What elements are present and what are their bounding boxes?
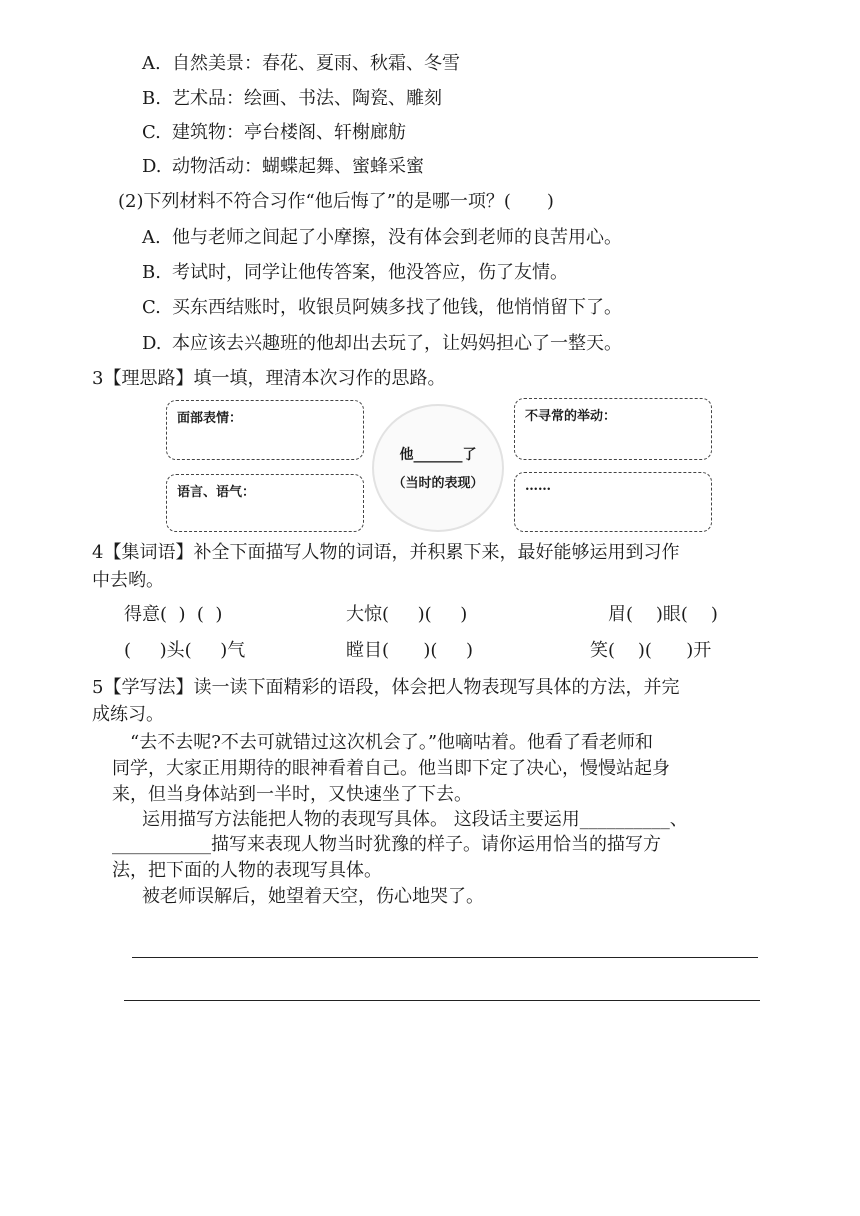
q2-stem: (2)下列材料不符合习作“他后悔了”的是哪一项？( ) [118,191,554,212]
q1-option-a [142,53,460,75]
passage-line: “去不去呢?不去可就错过这次机会了。”他嘀咕着。他看了看老师和 [130,732,654,753]
option-letter: C. [142,122,161,143]
q2-option-c [142,297,622,319]
center-subtext: （当时的表现） [392,476,484,491]
option-text: 考试时，同学让他传答案，他没答应，伤了友情。 [172,262,568,283]
q3-title: 3【理思路】填一填，理清本次习作的思路。 [92,368,446,389]
center-text: 他_______了 [399,447,477,463]
unusual-action-box [514,398,712,460]
answer-line[interactable] [132,957,758,958]
option-letter: B. [142,88,161,109]
box-label: 面部表情： [177,411,243,426]
option-text: 他与老师之间起了小摩擦，没有体会到老师的良苦用心。 [172,227,622,248]
q4-title-line1: 4【集词语】补全下面描写人物的词语，并积累下来，最好能够运用到习作 [92,542,680,563]
option-letter: A. [142,227,161,248]
option-letter: B. [142,262,161,283]
option-letter: D. [142,156,162,177]
face-expression-box [166,400,364,460]
answer-line[interactable] [124,1000,760,1001]
box-label: 语言、语气： [177,485,256,500]
option-letter: A. [142,53,161,74]
word-blank: 笑( )( )开 [590,640,712,661]
q1-option-d [142,156,424,178]
option-text: 建筑物：亭台楼阁、轩榭廊舫 [172,122,406,143]
box-label: 不寻常的举动： [525,409,617,424]
q5-title-line2: 成练习。 [92,704,164,725]
box-label: …… [525,479,551,494]
speech-tone-box [166,474,364,532]
word-blank: 大惊( )( ) [346,604,468,625]
option-text: 买东西结账时，收银员阿姨多找了他钱，他悄悄留下了。 [172,297,622,318]
q2-option-d [142,333,622,355]
exercise-line: 法，把下面的人物的表现写具体。 [112,860,382,881]
q1-option-c [142,122,406,144]
q5-title-line1: 5【学写法】读一读下面精彩的语段，体会把人物表现写具体的方法，并完 [92,677,680,698]
writing-prompt: 被老师误解后，她望着天空，伤心地哭了。 [142,886,484,907]
word-blank: 得意( ) ( ) [124,604,223,625]
exercise-line: ___________描写来表现人物当时犹豫的样子。请你运用恰当的描写方 [112,834,661,855]
word-blank: 眉( )眼( ) [608,604,718,625]
more-box [514,472,712,532]
option-text: 本应该去兴趣班的他却出去玩了，让妈妈担心了一整天。 [172,333,622,354]
option-text: 艺术品：绘画、书法、陶瓷、雕刻 [172,88,442,109]
option-letter: D. [142,333,162,354]
q4-title-line2: 中去哟。 [92,570,164,591]
passage-line: 来，但当身体站到一半时，又快速坐了下去。 [112,784,472,805]
center-circle [372,404,504,532]
exercise-line: 运用描写方法能把人物的表现写具体。 这段话主要运用__________、 [142,809,688,830]
option-text: 自然美景：春花、夏雨、秋霜、冬雪 [172,53,460,74]
q2-option-a [142,227,622,249]
option-letter: C. [142,297,161,318]
word-blank: 瞠目( )( ) [346,640,474,661]
passage-line: 同学，大家正用期待的眼神看着自己。他当即下定了决心，慢慢站起身 [112,758,670,779]
q1-option-b [142,88,442,110]
word-blank: ( )头( )气 [124,640,246,661]
q2-option-b [142,262,568,284]
option-text: 动物活动：蝴蝶起舞、蜜蜂采蜜 [172,156,424,177]
